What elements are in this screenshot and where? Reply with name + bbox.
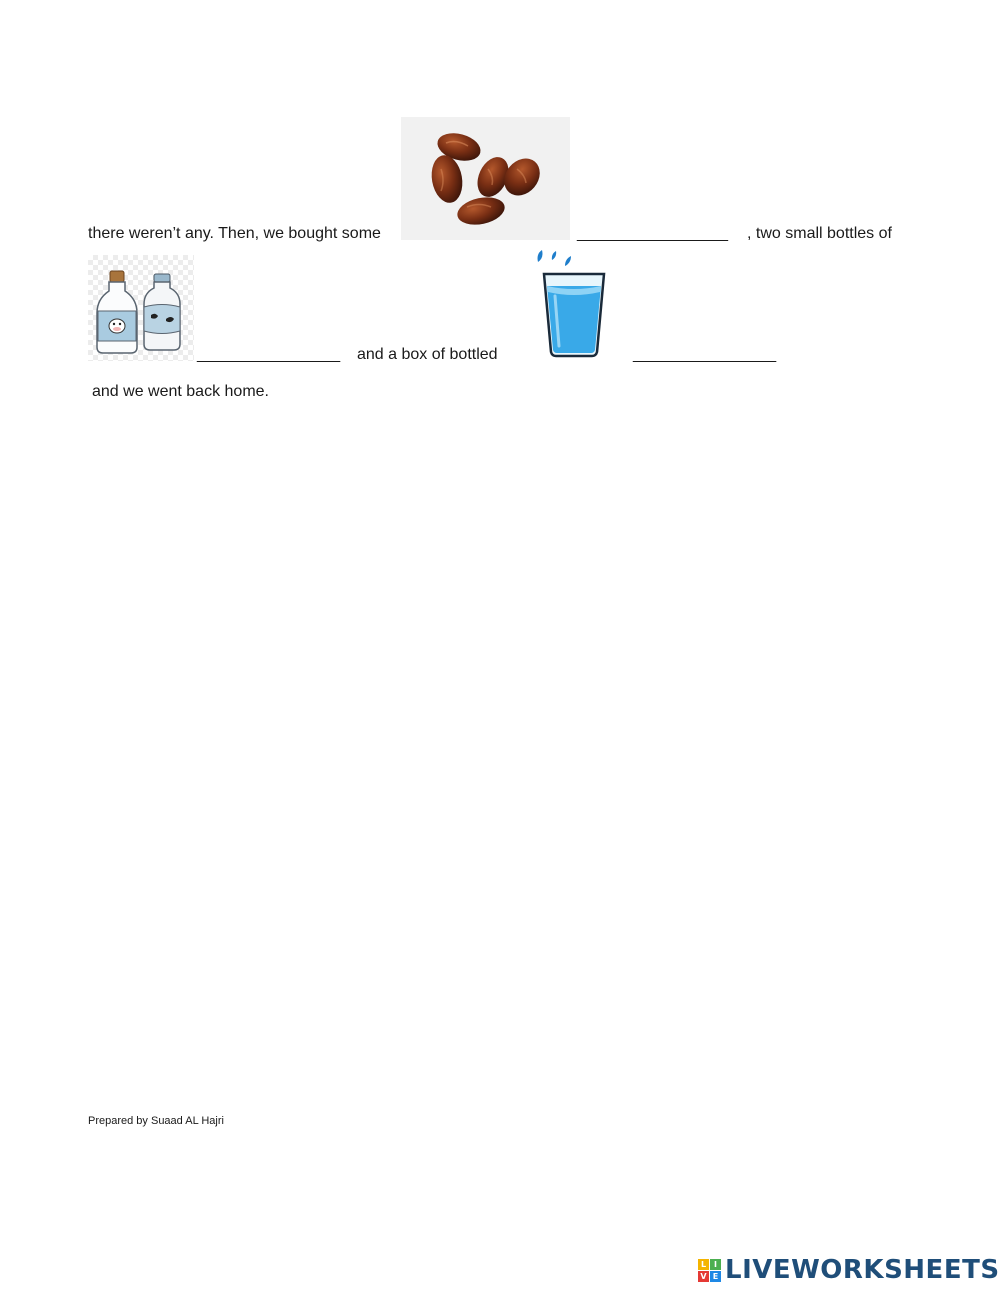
logo-mark-icon	[698, 1259, 721, 1282]
answer-blank-milk[interactable]: __________________	[197, 346, 340, 363]
milk-bottles-image	[88, 255, 194, 361]
logo-mark-letter: I	[710, 1259, 721, 1270]
sentence-line-2: and a box of bottled	[357, 346, 498, 363]
logo-mark-letter: E	[710, 1271, 721, 1282]
answer-blank-dates[interactable]: ___________________	[577, 225, 728, 242]
liveworksheets-logo	[698, 1255, 1000, 1285]
milk-bottles-illustration	[88, 255, 194, 361]
sentence-line-3: and we went back home.	[92, 383, 269, 400]
answer-blank-water[interactable]: __________________	[633, 346, 776, 363]
logo-wordmark: LIVEWORKSHEETS	[725, 1255, 1000, 1285]
logo-mark-letter: L	[698, 1259, 709, 1270]
logo-mark-letter: V	[698, 1271, 709, 1282]
sentence-line-1-end: , two small bottles of	[747, 225, 892, 242]
water-glass-illustration	[528, 248, 610, 360]
dates-image	[401, 117, 570, 240]
dates-illustration	[401, 117, 570, 240]
author-credit: Prepared by Suaad AL Hajri	[88, 1115, 224, 1127]
water-glass-image	[528, 248, 610, 360]
sentence-line-1: there weren’t any. Then, we bought some	[88, 225, 381, 242]
